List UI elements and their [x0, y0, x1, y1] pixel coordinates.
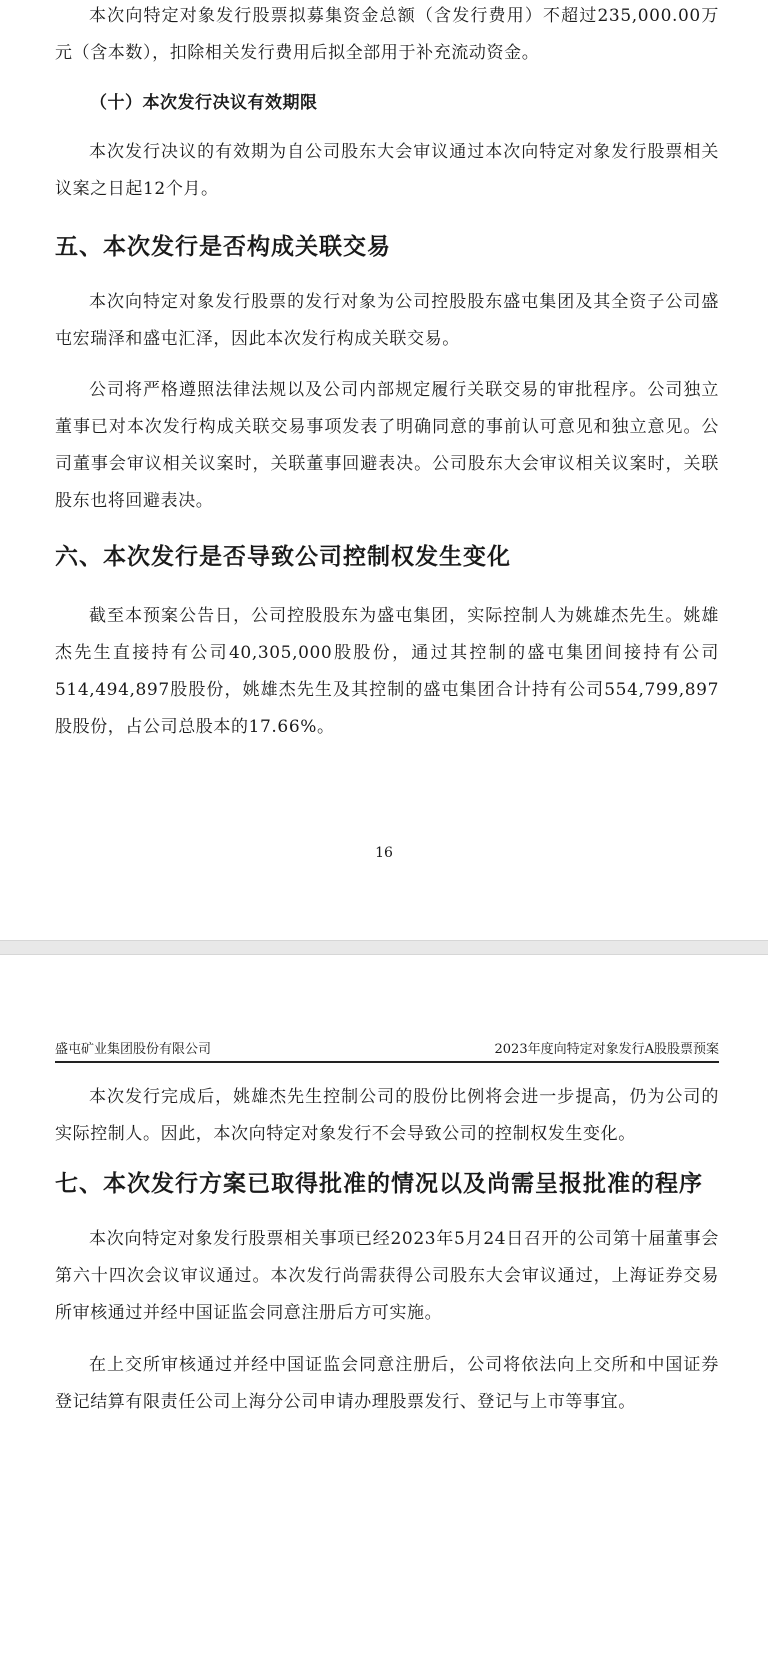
subsection-10-block — [55, 134, 719, 208]
intro-paragraph-block — [55, 0, 719, 72]
subsection-10-heading: （十）本次发行决议有效期限 — [90, 93, 318, 113]
section-7-paragraph-2: 在上交所审核通过并经中国证监会同意注册后，公司将依法向上交所和中国证券登记结算有限责任公司上海分公司申请办理股票发行、登记与上市等事宜。 — [55, 1355, 719, 1412]
section-7-paragraph-1: 本次向特定对象发行股票相关事项已经2023年5月24日召开的公司第十届董事会第六十四次会议审议通过。本次发行尚需获得公司股东大会审议通过，上海证券交易所审核通过并经中国证监会同意注册后方可实施。 — [55, 1229, 719, 1323]
intro-paragraph: 本次向特定对象发行股票拟募集资金总额（含发行费用）不超过235,000.00万元（含本数），扣除相关发行费用后拟全部用于补充流动资金。 — [55, 6, 719, 63]
page-separator — [0, 940, 768, 955]
page-number: 16 — [375, 845, 393, 861]
running-header — [55, 1035, 719, 1063]
section-6-paragraph-2: 本次发行完成后，姚雄杰先生控制公司的股份比例将会进一步提高，仍为公司的实际控制人。因此，本次向特定对象发行不会导致公司的控制权发生变化。 — [55, 1087, 719, 1144]
section-5-paragraph-1: 本次向特定对象发行股票的发行对象为公司控股股东盛屯集团及其全资子公司盛屯宏瑞泽和盛屯汇泽，因此本次发行构成关联交易。 — [55, 292, 719, 349]
section-7-heading: 七、本次发行方案已取得批准的情况以及尚需呈报批准的程序 — [55, 1170, 703, 1197]
subsection-10-paragraph: 本次发行决议的有效期为自公司股东大会审议通过本次向特定对象发行股票相关议案之日起12个月。 — [55, 142, 719, 199]
section-5-block-2 — [55, 372, 719, 520]
section-6-block-1 — [55, 598, 719, 746]
header-company-name: 盛屯矿业集团股份有限公司 — [55, 1042, 212, 1057]
section-5-paragraph-2: 公司将严格遵照法律法规以及公司内部规定履行关联交易的审批程序。公司独立董事已对本次发行构成关联交易事项发表了明确同意的事前认可意见和独立意见。公司董事会审议相关议案时，关联董事回避表决。公司股东大会审议相关议案时，关联股东也将回避表决。 — [55, 380, 719, 511]
section-5-block-1 — [55, 284, 719, 358]
section-6-paragraph-1: 截至本预案公告日，公司控股股东为盛屯集团，实际控制人为姚雄杰先生。姚雄杰先生直接持有公司40,305,000股股份，通过其控制的盛屯集团间接持有公司514,494,897股股份，姚雄杰先生及其控制的盛屯集团合计持有公司554,799,897股股份，占公司总股本的17.66%。 — [55, 606, 719, 737]
document-page-17 — [0, 955, 768, 1665]
section-7-block-2 — [55, 1347, 719, 1421]
section-6-block-2 — [55, 1079, 719, 1153]
section-6-heading: 六、本次发行是否导致公司控制权发生变化 — [55, 543, 511, 570]
section-7-block-1 — [55, 1221, 719, 1332]
section-5-heading: 五、本次发行是否构成关联交易 — [55, 233, 391, 260]
header-document-title: 2023年度向特定对象发行A股股票预案 — [494, 1042, 719, 1057]
